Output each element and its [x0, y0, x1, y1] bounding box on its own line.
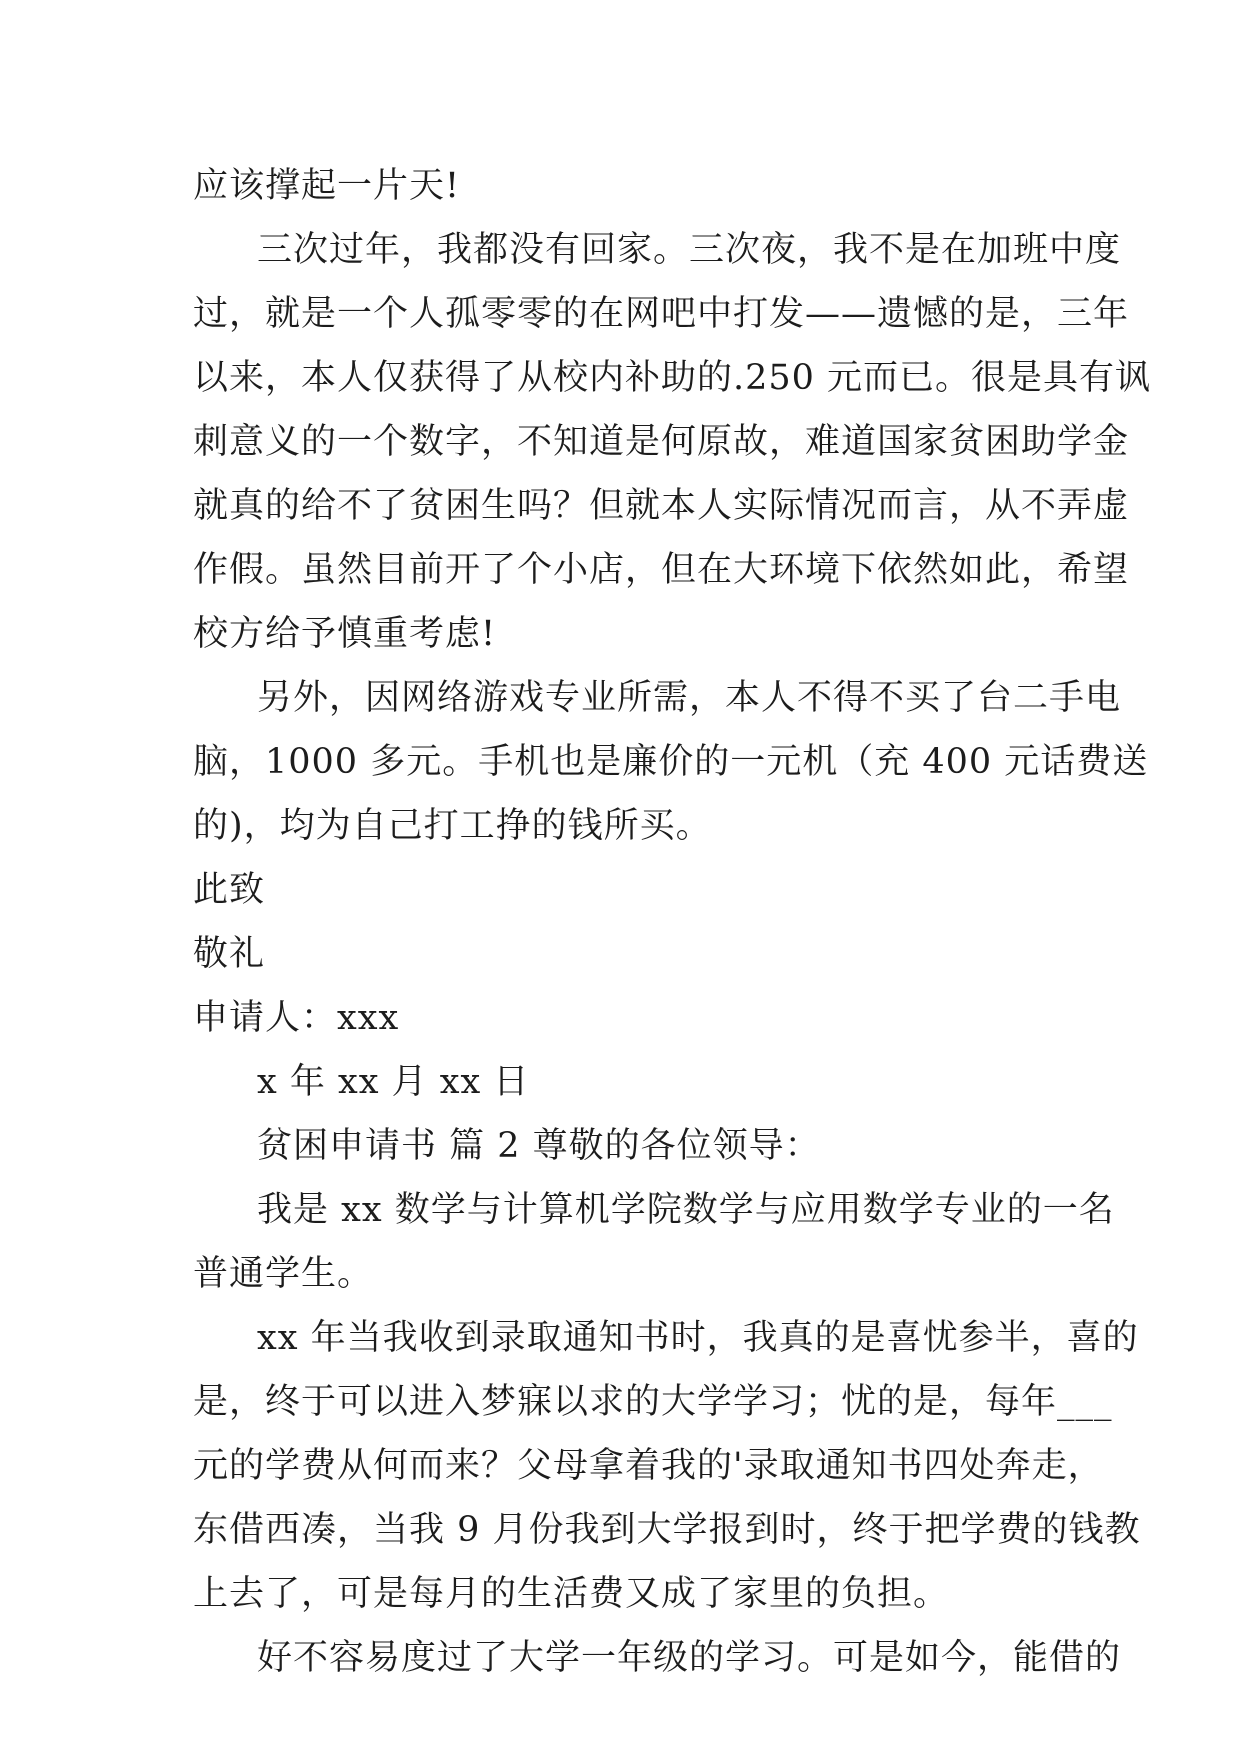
- text-line: 作假。虽然目前开了个小店，但在大环境下依然如此，希望: [193, 550, 1130, 590]
- text-line: 东借西凑，当我 9 月份我到大学报到时，终于把学费的钱教: [193, 1510, 1141, 1550]
- applicant-signature: 申请人：xxx: [193, 998, 400, 1038]
- text-line: 过，就是一个人孤零零的在网吧中打发——遗憾的是，三年: [193, 294, 1130, 334]
- date-line: x 年 xx 月 xx 日: [257, 1062, 530, 1102]
- text-line: 就真的给不了贫困生吗？但就本人实际情况而言，从不弄虚: [193, 486, 1130, 526]
- text-line: xx 年当我收到录取通知书时，我真的是喜忧参半，喜的: [257, 1318, 1139, 1358]
- text-line: 应该撑起一片天!: [193, 166, 461, 206]
- text-line: 上去了，可是每月的生活费又成了家里的负担。: [193, 1574, 950, 1614]
- text-line: 刺意义的一个数字，不知道是何原故，难道国家贫困助学金: [193, 422, 1130, 462]
- closing-salutation: 此致: [193, 870, 266, 910]
- text-line: 我是 xx 数学与计算机学院数学与应用数学专业的一名: [257, 1190, 1115, 1230]
- text-line: 校方给予慎重考虑!: [193, 614, 497, 654]
- text-line: 好不容易度过了大学一年级的学习。可是如今，能借的: [257, 1638, 1122, 1678]
- text-line: 普通学生。: [193, 1254, 374, 1294]
- section-heading: 贫困申请书 篇 2 尊敬的各位领导：: [257, 1126, 821, 1166]
- text-line: 是，终于可以进入梦寐以求的大学学习；忧的是，每年___: [193, 1382, 1113, 1422]
- text-line: 以来，本人仅获得了从校内补助的.250 元而已。很是具有讽: [193, 358, 1152, 398]
- text-line: 另外，因网络游戏专业所需，本人不得不买了台二手电: [257, 678, 1122, 718]
- text-line: 元的学费从何而来？父母拿着我的'录取通知书四处奔走，: [193, 1446, 1104, 1486]
- document-page: [193, 154, 1152, 1690]
- text-line: 脑，1000 多元。手机也是廉价的一元机（充 400 元话费送: [193, 742, 1149, 782]
- text-line: 三次过年，我都没有回家。三次夜，我不是在加班中度: [257, 230, 1122, 270]
- text-line: 的)，均为自己打工挣的钱所买。: [193, 806, 712, 846]
- closing-regards: 敬礼: [193, 934, 266, 974]
